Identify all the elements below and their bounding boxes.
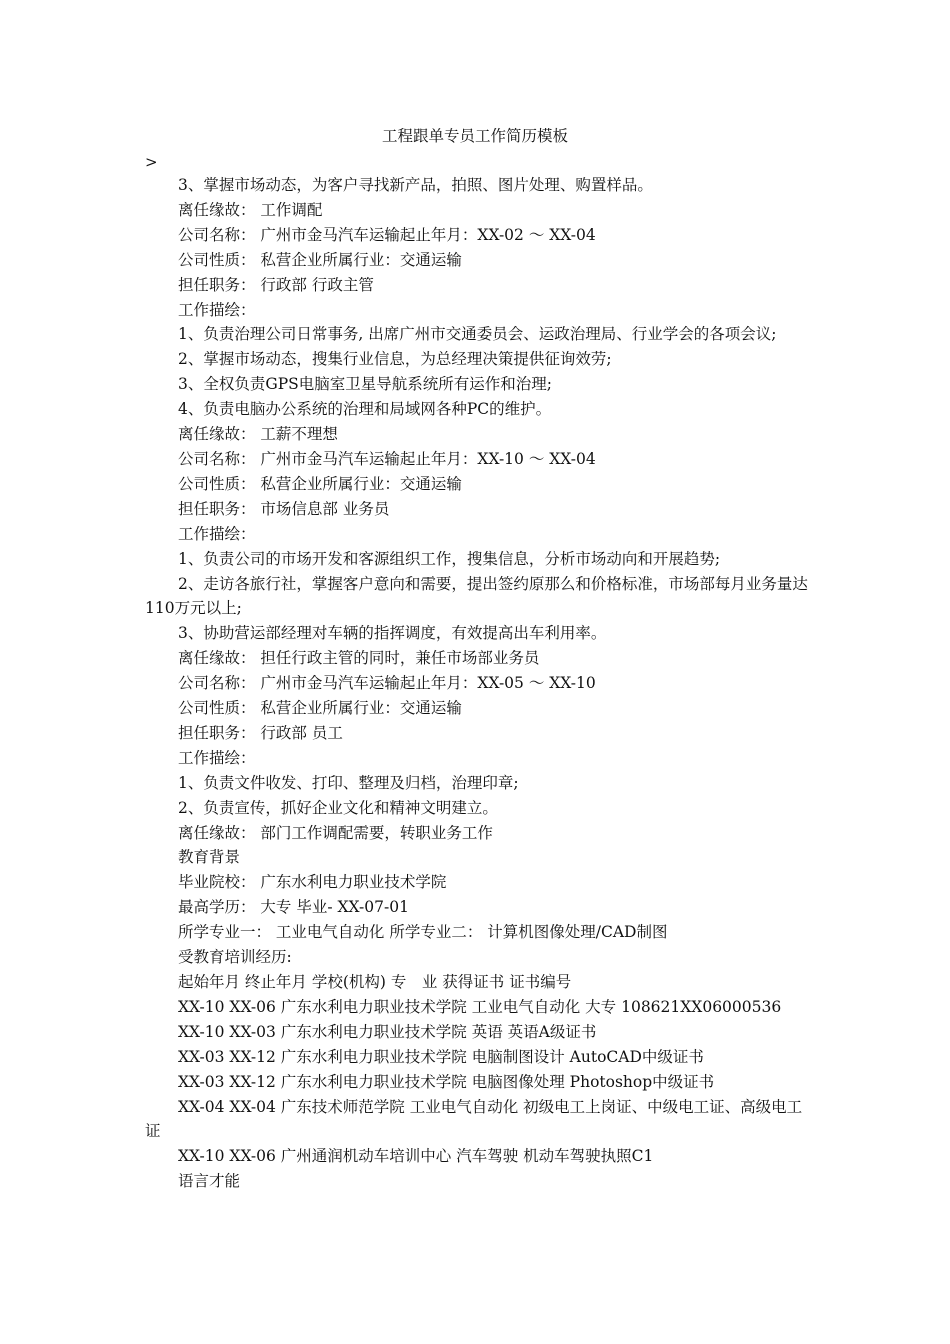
- paragraph: 工作描绘：: [178, 524, 256, 543]
- paragraph: 毕业院校： 广东水利电力职业技术学院: [178, 873, 447, 892]
- paragraph: 担任职务： 行政部 员工: [178, 723, 343, 742]
- paragraph: 所学专业一： 工业电气自动化 所学专业二： 计算机图像处理/CAD制图: [178, 923, 668, 942]
- paragraph: 公司性质： 私营企业所属行业：交通运输: [178, 250, 462, 269]
- paragraph: 3、掌握市场动态，为客户寻找新产品，拍照、图片处理、购置样品。: [178, 176, 653, 194]
- paragraph: 工作描绘：: [178, 300, 256, 319]
- training-row: XX-10 XX-03 广东水利电力职业技术学院 英语 英语A级证书: [178, 1022, 597, 1041]
- paragraph: 工作描绘：: [178, 748, 256, 767]
- paragraph: 1、负责公司的市场开发和客源组织工作，搜集信息，分析市场动向和开展趋势;: [178, 549, 721, 568]
- paragraph: 3、协助营运部经理对车辆的指挥调度，有效提高出车利用率。: [178, 624, 607, 643]
- paragraph: 2、掌握市场动态，搜集行业信息，为总经理决策提供征询效劳;: [178, 350, 612, 369]
- section-heading: 语言才能: [178, 1172, 241, 1191]
- document-title: 工程跟单专员工作简历模板: [381, 127, 568, 145]
- section-heading: 教育背景: [178, 848, 241, 867]
- paragraph: 3、全权负责GPS电脑室卫星导航系统所有运作和治理;: [178, 375, 553, 394]
- paragraph: 离任缘故： 担任行政主管的同时，兼任市场部业务员: [178, 649, 540, 668]
- paragraph: 离任缘故： 部门工作调配需要，转职业务工作: [178, 823, 493, 842]
- paragraph: 1、负责治理公司日常事务, 出席广州市交通委员会、运政治理局、行业学会的各项会议;: [178, 325, 777, 344]
- paragraph: 公司名称： 广州市金马汽车运输起止年月：XX-05 ～ XX-10: [178, 674, 596, 693]
- paragraph: 离任缘故： 工作调配: [178, 200, 323, 219]
- paragraph: 担任职务： 行政部 行政主管: [178, 275, 374, 294]
- paragraph: 公司性质： 私营企业所属行业：交通运输: [178, 474, 462, 493]
- marker-symbol: >: [145, 153, 158, 171]
- training-header-row: 起始年月 终止年月 学校(机构) 专 业 获得证书 证书编号: [178, 973, 572, 991]
- paragraph: 公司名称： 广州市金马汽车运输起止年月：XX-02 ～ XX-04: [178, 225, 596, 244]
- training-row: XX-04 XX-04 广东技术师范学院 工业电气自动化 初级电工上岗证、中级电工证、高级电工证: [145, 1097, 803, 1141]
- paragraph: 2、负责宣传，抓好企业文化和精神文明建立。: [178, 798, 498, 817]
- paragraph: 1、负责文件收发、打印、整理及归档，治理印章;: [178, 773, 519, 792]
- paragraph: 担任职务： 市场信息部 业务员: [178, 499, 390, 518]
- paragraph: 公司名称： 广州市金马汽车运输起止年月：XX-10 ～ XX-04: [178, 449, 596, 468]
- paragraph: 2、走访各旅行社，掌握客户意向和需要，提出签约原那么和价格标准，市场部每月业务量达110万元以上;: [145, 574, 808, 618]
- paragraph: 最高学历： 大专 毕业- XX-07-01: [178, 898, 409, 917]
- paragraph: 受教育培训经历:: [178, 948, 292, 967]
- paragraph: 离任缘故： 工薪不理想: [178, 425, 338, 444]
- paragraph: 公司性质： 私营企业所属行业：交通运输: [178, 699, 462, 718]
- document-body: [145, 173, 810, 1194]
- training-row: XX-03 XX-12 广东水利电力职业技术学院 电脑图像处理 Photoshop中级证书: [178, 1072, 715, 1091]
- training-row: XX-10 XX-06 广东水利电力职业技术学院 工业电气自动化 大专 108621XX06000536: [178, 997, 782, 1016]
- training-row: XX-10 XX-06 广州通润机动车培训中心 汽车驾驶 机动车驾驶执照C1: [178, 1147, 654, 1166]
- training-row: XX-03 XX-12 广东水利电力职业技术学院 电脑制图设计 AutoCAD中级证书: [178, 1047, 704, 1066]
- paragraph: 4、负责电脑办公系统的治理和局域网各种PC的维护。: [178, 400, 552, 419]
